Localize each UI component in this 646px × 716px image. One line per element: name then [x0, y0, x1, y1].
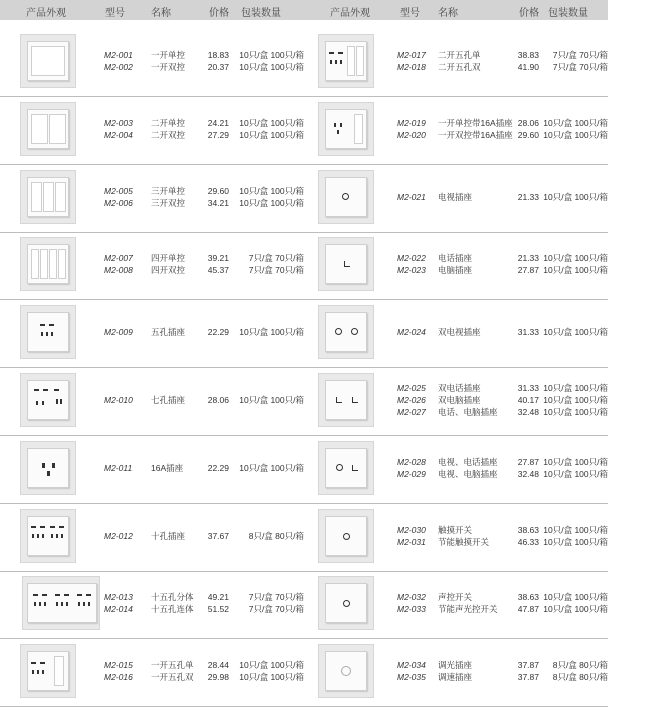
package-quantity: 10只/盒 100只/箱	[543, 129, 608, 140]
price: 38.83	[517, 50, 539, 60]
product-image	[318, 441, 374, 495]
model-number: M2-009	[104, 327, 133, 338]
coax-jack	[342, 193, 349, 200]
rocker-key	[356, 46, 364, 76]
data-jack	[352, 465, 358, 471]
product-image	[318, 170, 374, 224]
header-name-2: 名称	[438, 8, 458, 19]
price: 29.60	[517, 129, 539, 140]
product-name: 声控开关	[438, 592, 473, 603]
package-quantity: 10只/盒 100只/箱	[543, 536, 608, 547]
model-number: M2-020	[397, 129, 426, 140]
model-number: M2-002	[104, 62, 133, 72]
price: 18.83	[207, 50, 229, 60]
product-name: 电话插座	[438, 253, 473, 264]
price: 29.98	[207, 672, 229, 683]
price: 31.33	[517, 327, 539, 338]
coax-jack	[335, 328, 342, 335]
socket-slot	[335, 60, 337, 64]
header-appearance: 产品外观	[26, 8, 66, 19]
product-image	[318, 34, 374, 88]
table-row	[0, 501, 608, 572]
package-quantity: 8只/盒 80只/箱	[552, 660, 608, 671]
product-name: 电视、电话插座	[438, 456, 498, 467]
dual-tv-socket-icon	[325, 312, 367, 352]
model-number: M2-011	[104, 462, 133, 473]
table-row	[0, 26, 608, 97]
table-row	[0, 433, 608, 504]
touch-delay-switch-icon	[325, 516, 367, 556]
model-number: M2-030	[397, 524, 426, 535]
header-model: 型号	[105, 8, 125, 19]
header-model-2: 型号	[400, 8, 420, 19]
model-number: M2-028	[397, 456, 426, 467]
model-number: M2-016	[104, 672, 133, 683]
product-image	[318, 644, 374, 698]
product-image	[318, 576, 374, 630]
package-quantity: 10只/盒 100只/箱	[239, 117, 304, 128]
price: 27.87	[517, 456, 539, 467]
right-product	[0, 501, 608, 571]
product-name: 十五孔连体	[151, 604, 194, 615]
product-image	[318, 102, 374, 156]
package-quantity: 10只/盒 100只/箱	[543, 191, 608, 202]
model-number: M2-027	[397, 407, 426, 417]
switch-socket-combo-icon	[325, 41, 367, 81]
package-quantity: 10只/盒 100只/箱	[543, 592, 608, 603]
table-row	[0, 162, 608, 233]
package-quantity: 10只/盒 100只/箱	[543, 524, 608, 535]
price: 32.48	[517, 468, 539, 479]
price: 22.29	[207, 462, 229, 473]
model-number: M2-001	[104, 50, 133, 60]
model-number: M2-007	[104, 253, 133, 264]
product-image	[318, 237, 374, 291]
price: 27.87	[517, 265, 539, 276]
product-name: 四开单控	[151, 253, 186, 264]
package-quantity: 10只/盒 100只/箱	[543, 395, 608, 405]
socket-slot	[329, 52, 334, 54]
right-product	[0, 433, 608, 503]
right-product	[0, 568, 608, 638]
table-row	[0, 365, 608, 436]
table-row	[0, 568, 608, 639]
product-name: 一开五孔单	[151, 660, 194, 671]
dimmer-knob	[341, 666, 351, 676]
header-name: 名称	[151, 8, 171, 19]
model-number: M2-005	[104, 185, 133, 196]
right-product	[0, 365, 608, 435]
price: 49.21	[207, 592, 229, 603]
socket-slot	[340, 60, 342, 64]
price: 37.67	[207, 530, 229, 541]
socket-slot	[338, 52, 343, 54]
package-quantity: 10只/盒 100只/箱	[239, 395, 304, 405]
price: 24.21	[207, 117, 229, 128]
data-jack	[344, 261, 350, 267]
coax-jack	[336, 464, 343, 471]
package-quantity: 10只/盒 100只/箱	[239, 660, 304, 671]
price: 29.60	[207, 185, 229, 196]
price: 38.63	[517, 592, 539, 603]
model-number: M2-025	[397, 383, 426, 393]
model-number: M2-008	[104, 265, 133, 276]
socket-slot	[330, 60, 332, 64]
price: 28.06	[207, 395, 229, 405]
package-quantity: 10只/盒 100只/箱	[543, 117, 608, 128]
tv-data-socket-icon	[325, 448, 367, 488]
price: 37.87	[517, 660, 539, 671]
product-name: 二开双控	[151, 129, 186, 140]
package-quantity: 10只/盒 100只/箱	[239, 129, 304, 140]
sound-light-switch-icon	[325, 583, 367, 623]
product-name: 二开五孔双	[438, 62, 481, 72]
product-name: 一开单控带16A插座	[438, 117, 513, 128]
product-name: 五孔插座	[151, 327, 186, 338]
package-quantity: 10只/盒 100只/箱	[543, 265, 608, 276]
product-name: 二开五孔单	[438, 50, 481, 60]
data-jack	[336, 397, 342, 403]
price: 21.33	[517, 253, 539, 264]
model-number: M2-013	[104, 592, 133, 603]
model-number: M2-004	[104, 129, 133, 140]
product-name: 四开双控	[151, 265, 186, 276]
product-name: 节能触摸开关	[438, 536, 490, 547]
price: 47.87	[517, 604, 539, 615]
package-quantity: 10只/盒 100只/箱	[239, 462, 304, 473]
product-name: 调速插座	[438, 672, 473, 683]
price: 51.52	[207, 604, 229, 615]
package-quantity: 10只/盒 100只/箱	[543, 407, 608, 417]
package-quantity: 10只/盒 100只/箱	[239, 327, 304, 338]
package-quantity: 10只/盒 100只/箱	[543, 468, 608, 479]
right-product	[0, 297, 608, 367]
right-product	[0, 94, 608, 164]
package-quantity: 10只/盒 100只/箱	[543, 253, 608, 264]
package-quantity: 7只/盒 70只/箱	[248, 604, 304, 615]
product-name: 十孔插座	[151, 530, 186, 541]
price: 27.29	[207, 129, 229, 140]
product-name: 三开单控	[151, 185, 186, 196]
model-number: M2-014	[104, 604, 133, 615]
model-number: M2-010	[104, 395, 133, 405]
model-number: M2-019	[397, 117, 426, 128]
package-quantity: 10只/盒 100只/箱	[543, 327, 608, 338]
price: 31.33	[517, 383, 539, 393]
package-quantity: 7只/盒 70只/箱	[248, 253, 304, 264]
phone-socket-icon	[325, 244, 367, 284]
product-name: 节能声光控开关	[438, 604, 498, 615]
table-row	[0, 297, 608, 368]
package-quantity: 7只/盒 70只/箱	[248, 592, 304, 603]
product-name: 一开单控	[151, 50, 186, 60]
tv-socket-icon	[325, 177, 367, 217]
model-number: M2-015	[104, 660, 133, 671]
header-package: 包装数量	[241, 8, 281, 19]
price: 41.90	[517, 62, 539, 72]
header-price-2: 价格	[519, 8, 539, 19]
package-quantity: 10只/盒 100只/箱	[239, 185, 304, 196]
product-name: 三开双控	[151, 197, 186, 208]
package-quantity: 10只/盒 100只/箱	[543, 383, 608, 393]
price: 28.06	[517, 117, 539, 128]
package-quantity: 10只/盒 100只/箱	[239, 62, 304, 72]
product-image	[318, 373, 374, 427]
price: 22.29	[207, 327, 229, 338]
model-number: M2-017	[397, 50, 426, 60]
model-number: M2-006	[104, 197, 133, 208]
model-number: M2-023	[397, 265, 426, 276]
coax-jack	[351, 328, 358, 335]
coax-jack	[343, 600, 350, 607]
header-appearance-2: 产品外观	[330, 8, 370, 19]
package-quantity: 10只/盒 100只/箱	[239, 197, 304, 208]
price: 46.33	[517, 536, 539, 547]
table-row	[0, 229, 608, 300]
product-image	[318, 509, 374, 563]
price: 37.87	[517, 672, 539, 683]
product-name: 触摸开关	[438, 524, 473, 535]
package-quantity: 10只/盒 100只/箱	[239, 672, 304, 683]
model-number: M2-018	[397, 62, 426, 72]
package-quantity: 8只/盒 80只/箱	[248, 530, 304, 541]
model-number: M2-024	[397, 327, 426, 338]
package-quantity: 7只/盒 70只/箱	[552, 62, 608, 72]
socket-slot	[334, 123, 336, 127]
right-product	[0, 162, 608, 232]
dimmer-switch-icon	[325, 651, 367, 691]
package-quantity: 10只/盒 100只/箱	[239, 50, 304, 60]
model-number: M2-032	[397, 592, 426, 603]
product-name: 七孔插座	[151, 395, 186, 405]
table-row	[0, 94, 608, 165]
price: 39.21	[207, 253, 229, 264]
price: 32.48	[517, 407, 539, 417]
price: 21.33	[517, 191, 539, 202]
right-product	[0, 26, 608, 96]
product-name: 一开双控	[151, 62, 186, 72]
coax-jack	[343, 533, 350, 540]
price: 20.37	[207, 62, 229, 72]
model-number: M2-021	[397, 191, 426, 202]
data-jack	[352, 397, 358, 403]
dual-data-socket-icon	[325, 380, 367, 420]
product-name: 十五孔分体	[151, 592, 194, 603]
package-quantity: 7只/盒 70只/箱	[248, 265, 304, 276]
model-number: M2-003	[104, 117, 133, 128]
product-name: 16A插座	[151, 462, 184, 473]
package-quantity: 10只/盒 100只/箱	[543, 456, 608, 467]
switch-16a-socket-icon	[325, 109, 367, 149]
product-name: 双电话插座	[438, 383, 481, 393]
product-name: 双电视插座	[438, 327, 481, 338]
product-name: 一开五孔双	[151, 672, 194, 683]
price: 40.17	[517, 395, 539, 405]
product-name: 电视、电脑插座	[438, 468, 498, 479]
price: 34.21	[207, 197, 229, 208]
model-number: M2-022	[397, 253, 426, 264]
product-name: 电脑插座	[438, 265, 473, 276]
product-name: 一开双控带16A插座	[438, 129, 513, 140]
model-number: M2-033	[397, 604, 426, 615]
product-name: 双电脑插座	[438, 395, 481, 405]
table-row	[0, 636, 608, 707]
price: 28.44	[207, 660, 229, 671]
product-name: 二开单控	[151, 117, 186, 128]
package-quantity: 7只/盒 70只/箱	[552, 50, 608, 60]
right-product	[0, 636, 608, 706]
model-number: M2-035	[397, 672, 426, 683]
rocker-key	[347, 46, 355, 76]
price: 38.63	[517, 524, 539, 535]
product-name: 电视插座	[438, 191, 473, 202]
package-quantity: 8只/盒 80只/箱	[552, 672, 608, 683]
header-price: 价格	[209, 8, 229, 19]
product-name: 电话、电脑插座	[438, 407, 498, 417]
model-number: M2-034	[397, 660, 426, 671]
model-number: M2-031	[397, 536, 426, 547]
price: 45.37	[207, 265, 229, 276]
model-number: M2-029	[397, 468, 426, 479]
rocker-key	[354, 114, 363, 144]
package-quantity: 10只/盒 100只/箱	[543, 604, 608, 615]
product-name: 调光插座	[438, 660, 473, 671]
socket-slot	[337, 130, 339, 134]
product-image	[318, 305, 374, 359]
header-package-2: 包装数量	[548, 8, 588, 19]
model-number: M2-026	[397, 395, 426, 405]
right-product	[0, 229, 608, 299]
table-header	[0, 0, 608, 20]
model-number: M2-012	[104, 530, 133, 541]
socket-slot	[340, 123, 342, 127]
